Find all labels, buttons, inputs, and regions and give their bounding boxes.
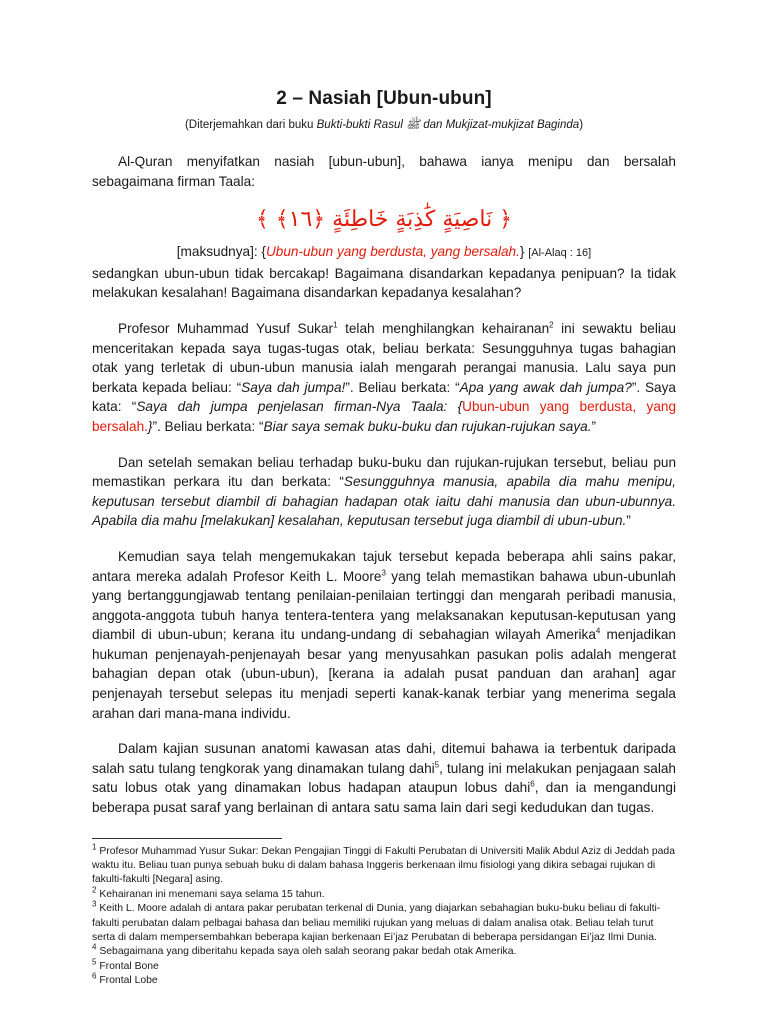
subtitle-suffix: ) [579, 119, 584, 131]
paragraph-anatomy [92, 739, 676, 817]
page-subtitle [92, 117, 676, 134]
footnote-text: Frontal Lobe [96, 975, 158, 987]
footnote-ref-6[interactable]: 6 [530, 779, 535, 789]
footnote-ref-4[interactable]: 4 [595, 626, 601, 636]
footnote-6 [92, 971, 676, 988]
paragraph-sukar [92, 319, 676, 437]
footnote-text: Sebagaimana yang diberitahu kepada saya oleh salah seorang pakar bedah otak Amerika. [96, 946, 517, 958]
text-run: telah menghilangkan kehairanan [337, 320, 550, 336]
footnote-ref-3[interactable]: 3 [381, 567, 386, 577]
footnotes [92, 842, 676, 989]
quote-italic: Apa yang awak dah jumpa? [459, 379, 632, 395]
footnote-ref-5[interactable]: 5 [434, 760, 440, 770]
quote-italic: } [147, 418, 153, 434]
paragraph-intro: Al-Quran menyifatkan nasiah [ubun-ubun], bahawa ianya menipu dan bersalah sebagaimana firman Taala: [92, 154, 676, 189]
footnote-number: 1 [92, 842, 97, 852]
text-run: ini sewaktu beliau menceritakan kepada saya tugas-tugas otak, beliau berkata: Sesungguhnya tugas bahagian otak yang terletak di ubun-ubun manusia ialah mengarah perangai manusia. Lalu saya pun berkata kepada beliau: “ [92, 320, 676, 395]
text-run: menjadikan hukuman penjenayah-penjenayah besar yang menyusahkan pasukan polis adalah mengerat bahagian depan otak (ubun-ubun), [kerana ia adalah pusat panduan dan arahan] agar penjenayah tersebut selepas itu menjadi seperti kanak-kanak terbiar yang menerima segala arahan dari mana-mana individu. [92, 627, 676, 721]
text-run: Kemudian saya telah mengemukakan tajuk tersebut kepada beberapa ahli sains pakar, antara mereka adalah Profesor Keith L. Moore [92, 548, 676, 584]
quote-italic: Saya dah jumpa penjelasan firman-Nya Taala: { [136, 399, 463, 415]
subtitle-book-title: Bukti-bukti Rasul ﷺ dan Mukjizat-mukjizat Baginda [316, 119, 580, 131]
footnote-ref-2[interactable]: 2 [549, 320, 554, 330]
verse-meaning-text: Ubun-ubun yang berdusta, yang bersalah. [265, 244, 520, 260]
footnote-2 [92, 885, 676, 902]
quran-verse-arabic: ﴿ نَاصِيَةٍ كَٰذِبَةٍ خَاطِئَةٍ ﴿١٦﴾ ﴾ [255, 207, 513, 233]
footnote-4 [92, 945, 676, 959]
text-run: ” [626, 513, 631, 529]
text-run: Profesor Muhammad Yusuf Sukar [118, 320, 334, 336]
verse-meaning [92, 242, 676, 264]
quote-italic: Biar saya semak buku-buku dan rujukan-rujukan saya. [263, 418, 592, 434]
paragraph-moore [92, 547, 676, 723]
paragraph-continuation: sedangkan ubun-ubun tidak bercakap! Bagaimana disandarkan kepadanya penipuan? Ia tidak melakukan kesalahan! Bagaimana disandarkan kepadanya kesalahan? [92, 265, 676, 301]
verse-meaning-inline: Ubun-ubun yang berdusta, yang bersalah. [92, 399, 676, 434]
footnote-number: 5 [92, 957, 97, 967]
page-title: 2 – Nasiah [Ubun-ubun] [276, 88, 492, 109]
paragraph-confirmation [92, 453, 676, 531]
subtitle-prefix: (Diterjemahkan dari buku [184, 119, 317, 131]
footnote-divider [92, 838, 282, 839]
footnote-number: 4 [92, 943, 97, 952]
verse-meaning-suffix: } [519, 244, 525, 260]
footnote-5 [92, 957, 676, 974]
footnote-text: Frontal Bone [96, 960, 159, 972]
footnote-text: Profesor Muhammad Yusur Sukar: Dekan Pengajian Tinggi di Fakulti Perubatan di Universiti Malik Abdul Aziz di Jeddah pada waktu itu. Beliau tuan punya sebuah buku di dalam bahasa Inggeris berkenaan ilmu fisiologi yang dikira sebagai rujukan di fakulti-fakulti [Negara] asing. [92, 845, 675, 886]
footnote-text: Kehairanan ini menemani saya selama 15 tahun. [96, 888, 325, 900]
verse-meaning-prefix: [maksudnya]: { [176, 244, 266, 260]
text-run: , dan ia mengandungi beberapa pusat saraf yang berlainan di antara satu sama lain dari segi kedudukan dan tugas. [92, 780, 676, 816]
text-run: ” [591, 418, 597, 434]
footnote-text: Keith L. Moore adalah di antara pakar perubatan terkenal di Dunia, yang diajarkan sebahagian buku-buku beliau di fakulti-fakulti perubatan dalam pelbagai bahasa dan beliau memiliki rujukan yang meluas di dalam analisa otak. Beliau telah turut serta di dalam mempersembahkan beberapa kajian berkenaan Ei’jaz Perubatan di beberapa persidangan Ei’jaz Ilmi Dunia. [92, 903, 661, 944]
footnote-1 [92, 842, 676, 888]
verse-reference: [Al-Alaq : 16] [528, 247, 592, 260]
text-run: ”. Beliau berkata: “ [152, 418, 264, 434]
quote-italic: Sesungguhnya manusia, apabila dia mahu menipu, keputusan tersebut diambil di bahagian hadapan otak iaitu dahi manusia dan ubun-ubunnya. Apabila dia mahu [melakukan] kesalahan, keputusan tersebut juga diambil di ubun-ubun. [92, 474, 676, 529]
text-run: ”. Beliau berkata: “ [345, 379, 460, 395]
text-run: yang telah memastikan bahawa ubun-ubunlah yang bertanggungjawab tentang penilaian-penilaian tertinggi dan mengarah peribadi manusia, anggota-anggota tubuh hanya tentera-tentera yang melaksanakan keputusan-keputusan yang diambil di ubun-ubun; kerana itu undang-undang di sebahagian wilayah Amerika [92, 568, 676, 643]
footnote-ref-1[interactable]: 1 [333, 320, 338, 330]
text-run: Dalam kajian susunan anatomi kawasan atas dahi, ditemui bahawa ia terbentuk daripada salah satu tulang tengkorak yang dinamakan tulang dahi [92, 741, 676, 776]
text-run: ”. Saya kata: “ [92, 379, 676, 415]
footnote-number: 6 [92, 971, 97, 981]
text-run: Dan setelah semakan beliau terhadap buku-buku dan rujukan-rujukan tersebut, beliau pun memastikan perkara itu dan berkata: “ [92, 454, 676, 490]
footnote-number: 2 [92, 885, 97, 895]
text-run: , tulang ini melakukan penjagaan salah satu lobus otak yang dinamakan lobus hadapan ataupun lobus dahi [92, 760, 676, 796]
quote-italic: Saya dah jumpa! [241, 379, 346, 395]
footnote-3 [92, 899, 676, 945]
footnote-number: 3 [92, 899, 97, 909]
